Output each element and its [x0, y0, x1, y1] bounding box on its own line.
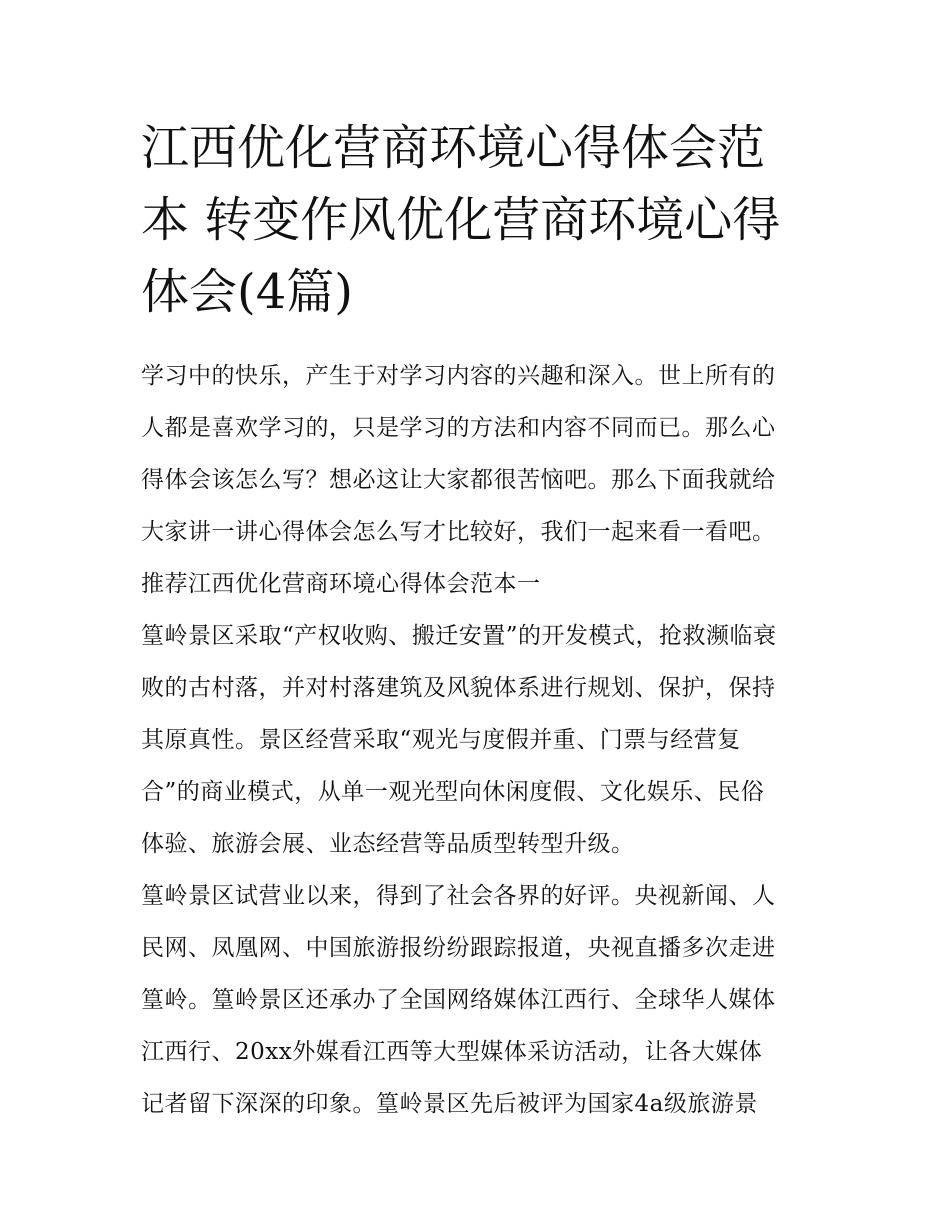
- title-line-2: 本 转变作风优化营商环境心得: [141, 192, 781, 248]
- document-page: [141, 112, 813, 1130]
- body-line-1: 学习中的快乐，产生于对学习内容的兴趣和深入。世上所有的: [141, 363, 776, 389]
- document-body: [141, 350, 813, 1130]
- document-title: [141, 112, 813, 328]
- body-line-8: 其原真性。景区经营采取“观光与度假并重、门票与经营复: [141, 727, 741, 753]
- body-line-6: 篁岭景区采取“产权收购、搬迁安置”的开发模式，抢救濒临衰: [141, 623, 777, 649]
- body-line-11: 篁岭景区试营业以来，得到了社会各界的好评。央视新闻、人: [141, 883, 776, 909]
- section-heading: 推荐江西优化营商环境心得体会范本一: [141, 571, 541, 597]
- title-line-1: 江西优化营商环境心得体会范: [141, 120, 766, 176]
- body-line-3: 得体会该怎么写？想必这让大家都很苦恼吧。那么下面我就给: [141, 467, 776, 493]
- body-line-14: 江西行、20xx外媒看江西等大型媒体采访活动，让各大媒体: [141, 1039, 763, 1065]
- body-line-2: 人都是喜欢学习的，只是学习的方法和内容不同而已。那么心: [141, 415, 776, 441]
- body-line-9: 合”的商业模式，从单一观光型向休闲度假、文化娱乐、民俗: [141, 779, 765, 805]
- title-line-3: 体会(4篇): [141, 264, 353, 320]
- body-line-7: 败的古村落，并对村落建筑及风貌体系进行规划、保护，保持: [141, 675, 776, 701]
- body-line-15: 记者留下深深的印象。篁岭景区先后被评为国家4a级旅游景: [141, 1091, 758, 1117]
- body-line-10: 体验、旅游会展、业态经营等品质型转型升级。: [141, 831, 635, 857]
- body-line-12: 民网、凤凰网、中国旅游报纷纷跟踪报道，央视直播多次走进: [141, 935, 776, 961]
- body-line-13: 篁岭。篁岭景区还承办了全国网络媒体江西行、全球华人媒体: [141, 987, 776, 1013]
- body-line-4: 大家讲一讲心得体会怎么写才比较好，我们一起来看一看吧。: [141, 519, 776, 545]
